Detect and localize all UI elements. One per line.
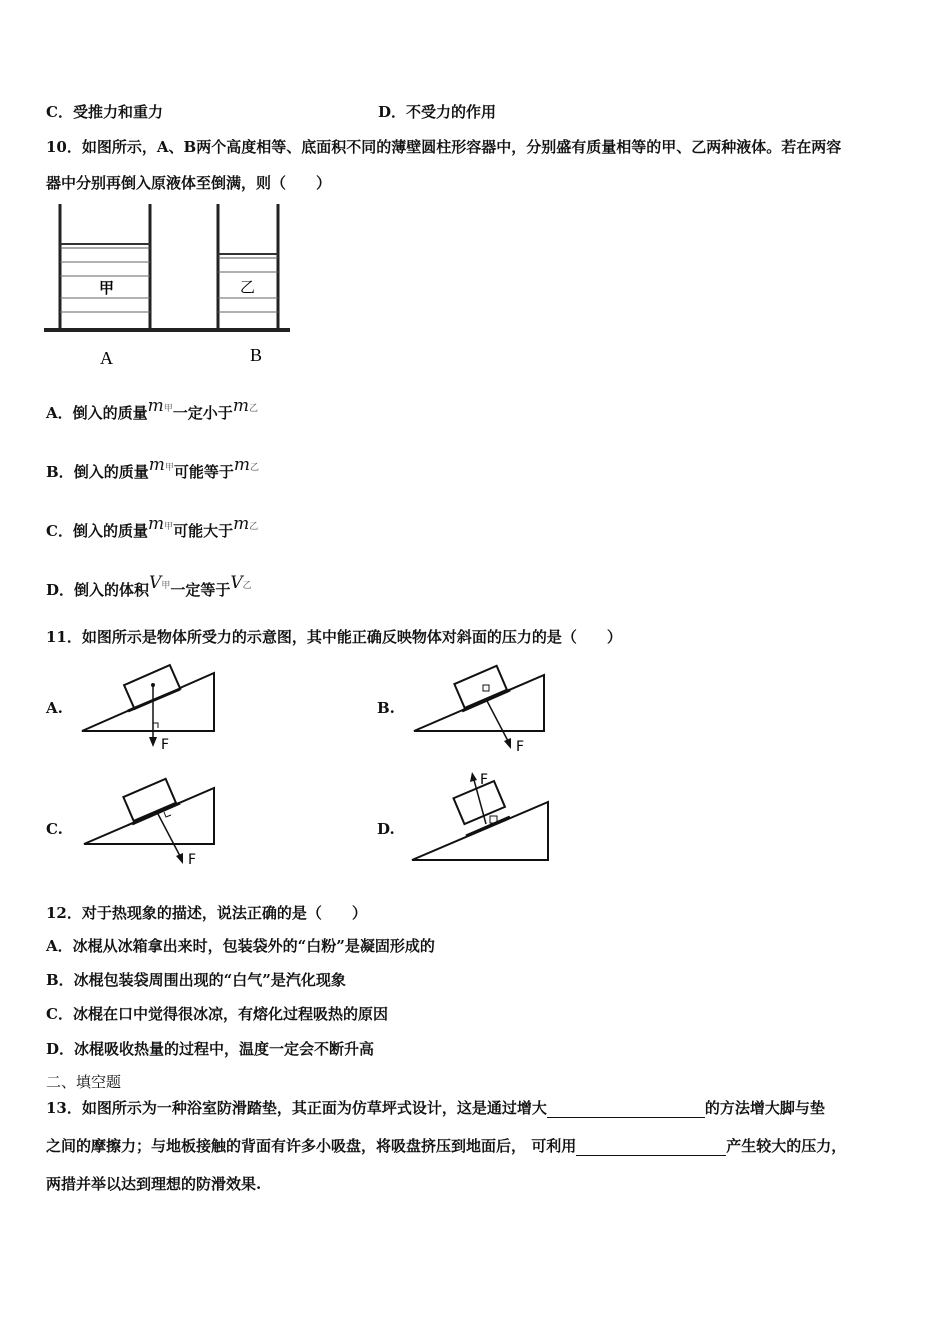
q11-figure-c [82, 778, 232, 868]
force-label-a: F [161, 737, 170, 753]
q13-line1: 13．如图所示为一种浴室防滑踏垫，其正面为仿草坪式设计，这是通过增大 的方法增大脚与垫 [46, 1099, 825, 1117]
section-title: 二、填空题 [46, 1073, 122, 1091]
q11-stem: 11．如图所示是物体所受力的示意图，其中能正确反映物体对斜面的压力的是（ ） [46, 628, 622, 646]
q10-option-b: B．倒入的质量m甲可能等于m乙 [46, 455, 259, 481]
q9-option-c: C．受推力和重力 [46, 103, 163, 121]
q12-option-d: D．冰棍吸收热量的过程中，温度一定会不断升高 [46, 1040, 375, 1058]
q10-option-a: A．倒入的质量m甲一定小于m乙 [46, 396, 258, 422]
q10-containers-figure [42, 200, 292, 370]
q10-stem-line1: 10．如图所示，A、B两个高度相等、底面积不同的薄壁圆柱形容器中，分别盛有质量相等的甲、乙两种液体。若在两容 [46, 138, 842, 156]
q13-blank-1[interactable] [547, 1101, 705, 1118]
q13-line2: 之间的摩擦力；与地板接触的背面有许多小吸盘，将吸盘挤压到地面后， 可利用 产生较大的压力， [46, 1137, 847, 1155]
q11-label-d: D. [377, 820, 395, 838]
q13-blank-2[interactable] [576, 1139, 726, 1156]
q12-option-c: C．冰棍在口中觉得很冰凉，有熔化过程吸热的原因 [46, 1005, 388, 1023]
q12-option-a: A．冰棍从冰箱拿出来时，包装袋外的“白粉”是凝固形成的 [46, 937, 435, 955]
force-label-b: F [516, 739, 525, 755]
liquid-b-label: 乙 [240, 278, 256, 296]
q11-label-c: C. [46, 820, 63, 838]
q9-option-d: D．不受力的作用 [378, 103, 497, 121]
q12-stem: 12．对于热现象的描述，说法正确的是（ ） [46, 904, 367, 922]
q10-option-d: D．倒入的体积V甲一定等于V乙 [46, 573, 252, 599]
q11-figure-d [410, 766, 560, 866]
q11-label-a: A. [46, 699, 63, 717]
q13-line3: 两措并举以达到理想的防滑效果. [46, 1175, 262, 1193]
q11-figure-b [412, 665, 562, 755]
q10-option-c: C．倒入的质量m甲可能大于m乙 [46, 514, 259, 540]
q10-stem-line2: 器中分别再倒入原液体至倒满，则（ ） [46, 174, 332, 192]
ground-line [44, 328, 290, 332]
container-a-label: A [100, 348, 113, 368]
container-b-label: B [250, 345, 263, 365]
q11-label-b: B. [377, 699, 395, 717]
q11-figure-a [80, 665, 230, 755]
force-label-c: F [188, 852, 197, 868]
liquid-a-label: 甲 [99, 279, 115, 297]
q12-option-b: B．冰棍包装袋周围出现的“白气”是汽化现象 [46, 971, 346, 989]
force-label-d: F [480, 772, 489, 788]
